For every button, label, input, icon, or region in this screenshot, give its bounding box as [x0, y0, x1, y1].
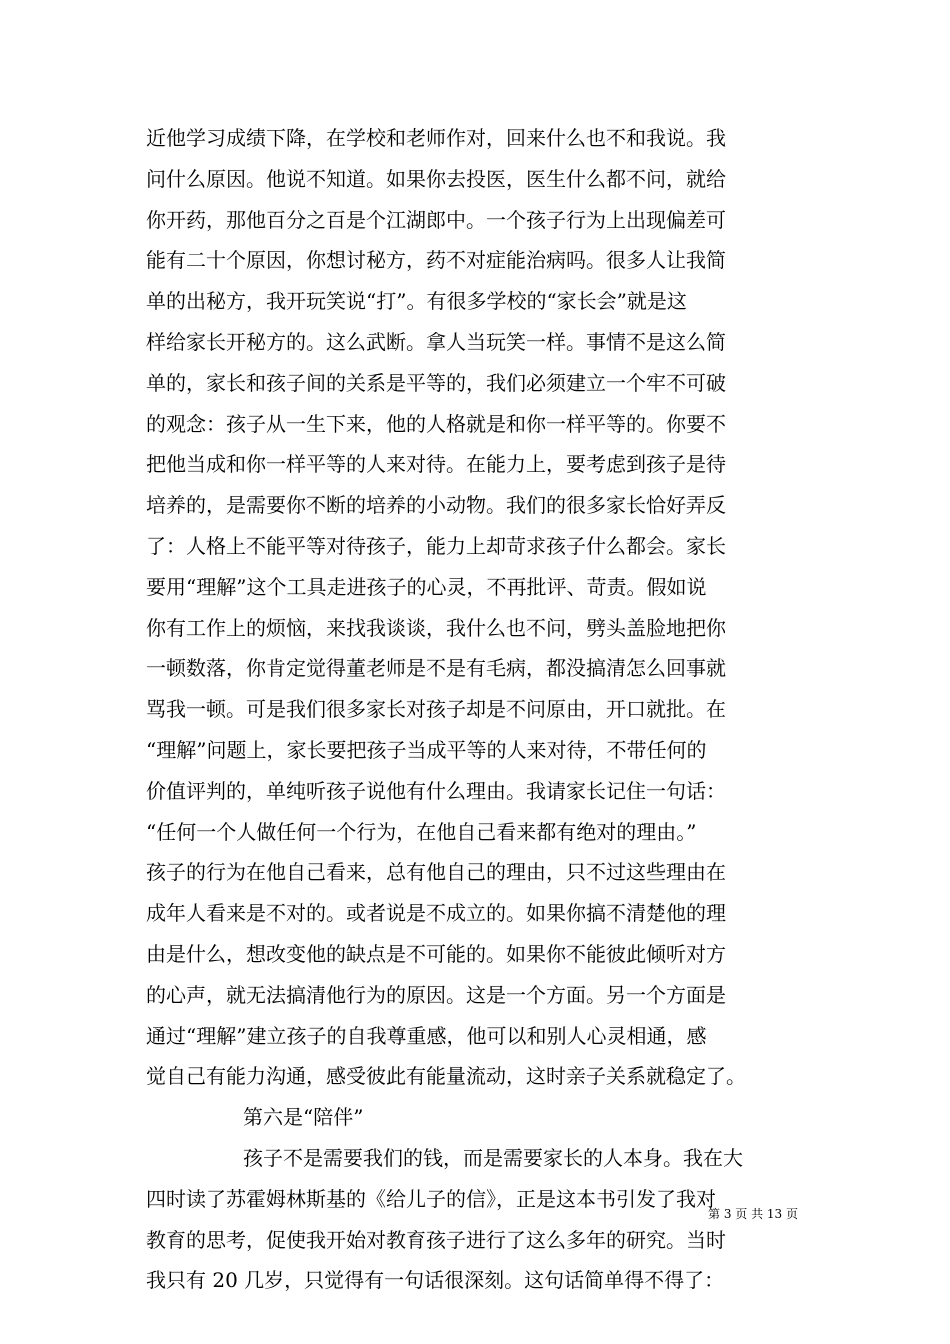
text-line: 单的，家长和孩子间的关系是平等的，我们必须建立一个牢不可破	[146, 370, 726, 395]
text-line: 单的出秘方，我开玩笑说“打”。有很多学校的“家长会”就是这	[146, 289, 687, 314]
document-body	[146, 118, 806, 1301]
page-number: 第 3 页 共 13 页	[708, 1207, 798, 1221]
text-line: 的观念：孩子从一生下来，他的人格就是和你一样平等的。你要不	[146, 411, 726, 436]
text-line: 你有工作上的烦恼，来找我谈谈，我什么也不问，劈头盖脸地把你	[146, 615, 726, 640]
text-line: 问什么原因。他说不知道。如果你去投医，医生什么都不问，就给	[146, 166, 726, 191]
text-line: 四时读了苏霍姆林斯基的《给儿子的信》，正是这本书引发了我对	[146, 1186, 716, 1211]
text-line: 要用“理解”这个工具走进孩子的心灵，不再批评、苛责。假如说	[146, 574, 707, 599]
text-line: 我只有 20 几岁，只觉得有一句话很深刻。这句话简单得不得了：	[146, 1268, 725, 1293]
text-line: 能有二十个原因，你想讨秘方，药不对症能治病吗。很多人让我简	[146, 248, 726, 273]
paragraph-1	[146, 118, 806, 1097]
text-line: 样给家长开秘方的。这么武断。拿人当玩笑一样。事情不是这么简	[146, 329, 726, 354]
text-line: 孩子的行为在他自己看来，总有他自己的理由，只不过这些理由在	[146, 860, 726, 885]
text-line: “理解”问题上，家长要把孩子当成平等的人来对待，不带任何的	[146, 737, 707, 762]
paragraph-2	[146, 1138, 806, 1301]
text-line: 孩子不是需要我们的钱，而是需要家长的人本身。我在大	[243, 1145, 743, 1170]
text-line: 教育的思考，促使我开始对教育孩子进行了这么多年的研究。当时	[146, 1227, 726, 1252]
text-line: “任何一个人做任何一个行为，在他自己看来都有绝对的理由。”	[146, 819, 697, 844]
text-line: 由是什么，想改变他的缺点是不可能的。如果你不能彼此倾听对方	[146, 941, 726, 966]
text-line: 价值评判的，单纯听孩子说他有什么理由。我请家长记住一句话：	[146, 778, 726, 803]
text-line: 把他当成和你一样平等的人来对待。在能力上，要考虑到孩子是待	[146, 452, 726, 477]
text-line: 近他学习成绩下降，在学校和老师作对，回来什么也不和我说。我	[146, 126, 726, 150]
text-line: 通过“理解”建立孩子的自我尊重感，他可以和别人心灵相通，感	[146, 1023, 707, 1048]
text-line: 骂我一顿。可是我们很多家长对孩子却是不问原由，开口就批。在	[146, 697, 726, 722]
text-line: 了：人格上不能平等对待孩子，能力上却苛求孩子什么都会。家长	[146, 533, 726, 558]
text-line: 觉自己有能力沟通，感受彼此有能量流动，这时亲子关系就稳定了。	[146, 1064, 746, 1089]
text-line: 成年人看来是不对的。或者说是不成立的。如果你搞不清楚他的理	[146, 901, 726, 926]
text-line: 你开药，那他百分之百是个江湖郎中。一个孩子行为上出现偏差可	[146, 207, 726, 232]
text-line: 的心声，就无法搞清他行为的原因。这是一个方面。另一个方面是	[146, 982, 726, 1007]
section-heading: 第六是“陪伴”	[243, 1105, 364, 1130]
text-line: 一顿数落，你肯定觉得董老师是不是有毛病，都没搞清怎么回事就	[146, 656, 726, 681]
text-line: 培养的，是需要你不断的培养的小动物。我们的很多家长恰好弄反	[146, 493, 726, 518]
